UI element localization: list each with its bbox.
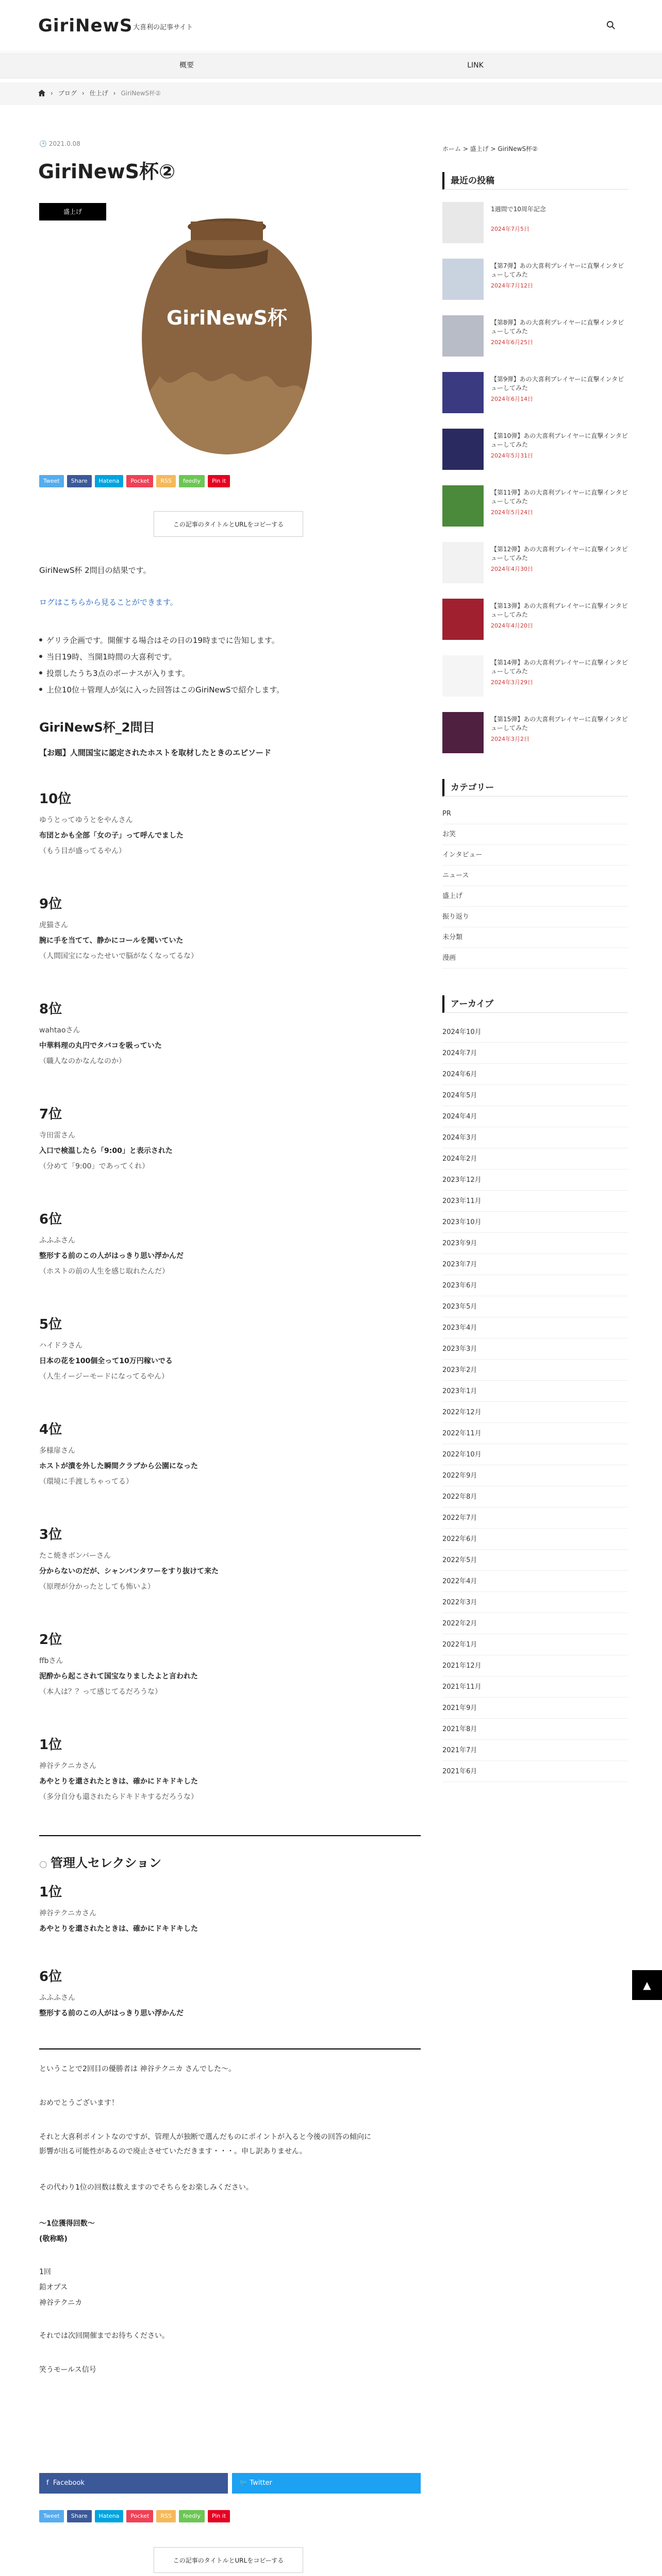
category-badge[interactable]: 盛上げ xyxy=(39,203,106,221)
category-link[interactable]: ニュース xyxy=(442,866,628,886)
hatena-button[interactable]: Hatena xyxy=(95,475,124,487)
archive-link[interactable]: 2021年7月 xyxy=(442,1740,628,1761)
pinterest-button[interactable]: Pin it xyxy=(208,475,230,487)
recent-post-title: 【第7弾】あの大喜利プレイヤーに直撃インタビューしてみた xyxy=(491,262,624,278)
rank-user: 虎猫さん xyxy=(39,921,68,929)
category-link[interactable]: お笑 xyxy=(442,824,628,845)
category-link[interactable]: 盛上げ xyxy=(442,886,628,907)
recent-post-thumbnail xyxy=(442,542,484,583)
recent-post-thumbnail xyxy=(442,599,484,640)
selection-user: ふふふさん xyxy=(39,1994,75,2002)
recent-post-date: 2024年5月31日 xyxy=(491,452,533,459)
rank-note: （ホストの前の人生を感じ取れたんだ） xyxy=(39,1267,169,1276)
recent-post-date: 2024年4月20日 xyxy=(491,622,533,629)
rss-button[interactable]: RSS xyxy=(156,2510,176,2522)
recent-post-title: 【第14弾】あの大喜利プレイヤーに直撃インタビューしてみた xyxy=(491,659,628,675)
rank-note: （職人なのかなんなのか） xyxy=(39,1057,126,1065)
category-link[interactable]: インタビュー xyxy=(442,845,628,866)
divider xyxy=(39,1835,421,1836)
rank-answer: 入口で検温したら「9:00」と表示された xyxy=(39,1147,173,1155)
share-buttons-top xyxy=(39,475,230,487)
outro-line: 笑うモールス信号 xyxy=(39,2366,96,2374)
archive-link[interactable]: 2022年2月 xyxy=(442,1614,628,1634)
recent-post-date: 2024年6月25日 xyxy=(491,339,533,346)
breadcrumb-current: GiriNewS杯② xyxy=(121,90,161,97)
rank-answer: 泥酔から起こされて国宝なりましたよと言われた xyxy=(39,1672,198,1681)
feedly-button[interactable]: feedly xyxy=(179,475,205,487)
svg-text:GiriNewS杯: GiriNewS杯 xyxy=(166,307,288,329)
archive-link[interactable]: 2022年11月 xyxy=(442,1423,628,1444)
recent-post-date: 2024年5月24日 xyxy=(491,509,533,516)
feedly-button[interactable]: feedly xyxy=(179,2510,205,2522)
archive-link[interactable]: 2023年1月 xyxy=(442,1381,628,1402)
archive-link[interactable]: 2024年3月 xyxy=(442,1128,628,1148)
rank-heading: 6位 xyxy=(39,1212,62,1227)
outro-line: (敬称略) xyxy=(39,2235,68,2243)
rank-note: （多分自分も還されたらドキドキするだろうな） xyxy=(39,1793,198,1801)
global-nav xyxy=(0,53,662,78)
archive-link[interactable]: 2024年7月 xyxy=(442,1043,628,1064)
recent-post-item[interactable] xyxy=(442,712,628,755)
category-link[interactable]: 未分類 xyxy=(442,927,628,948)
rank-heading: 5位 xyxy=(39,1317,62,1332)
question-text: 【お題】人間国宝に認定されたホストを取材したときのエピソード xyxy=(39,748,272,757)
rank-heading: 3位 xyxy=(39,1527,62,1543)
rank-user: ハイドラさん xyxy=(39,1342,82,1350)
recent-post-date: 2024年6月14日 xyxy=(491,396,533,402)
pocket-button[interactable]: Pocket xyxy=(126,475,153,487)
share-buttons-bottom xyxy=(39,2510,230,2522)
archive-link[interactable]: 2021年6月 xyxy=(442,1761,628,1782)
archive-link[interactable]: 2022年7月 xyxy=(442,1508,628,1529)
rank-answer: ホストが潰を外した瞬間クラブから公園になった xyxy=(39,1462,198,1470)
archive-link[interactable]: 2022年9月 xyxy=(442,1466,628,1486)
page-title: GiriNewS杯② xyxy=(38,160,176,183)
recent-post-thumbnail xyxy=(442,259,484,300)
outro-line: おめでとうございます！ xyxy=(39,2099,119,2107)
archive-link[interactable]: 2021年8月 xyxy=(442,1719,628,1740)
divider xyxy=(39,2048,421,2049)
recent-post-item[interactable] xyxy=(442,599,628,642)
archive-link[interactable]: 2024年2月 xyxy=(442,1149,628,1170)
outro-line: その代わり1位の回数は数えますのでそちらをお楽しみください。 xyxy=(39,2183,253,2192)
archive-link[interactable]: 2024年4月 xyxy=(442,1107,628,1127)
selection-user: 神谷テクニカさん xyxy=(39,1909,97,1918)
archive-link[interactable]: 2023年2月 xyxy=(442,1360,628,1381)
outro-line: 神谷テクニカ xyxy=(39,2299,82,2307)
archive-link[interactable]: 2023年12月 xyxy=(442,1170,628,1191)
rank-note: （環境に手渡しちゃってる） xyxy=(39,1478,133,1486)
outro-line: ということで2回目の優勝者は 神谷テクニカ さんでした〜。 xyxy=(39,2065,236,2073)
outro-line: 影響が出る可能性があるので廃止させていただきます・・・。申し訳ありません。 xyxy=(39,2147,307,2156)
rank-user: 多様扉さん xyxy=(39,1447,75,1455)
outro-line: 1回 xyxy=(39,2268,51,2276)
pinterest-button[interactable]: Pin it xyxy=(208,2510,230,2522)
site-logo[interactable]: GiriNewS xyxy=(38,15,133,36)
archive-link[interactable]: 2024年5月 xyxy=(442,1086,628,1106)
copy-title-url-button[interactable]: この記事のタイトルとURLをコピーする xyxy=(154,2547,303,2573)
selection-rank: 1位 xyxy=(39,1885,62,1900)
rank-answer: 布団とかも全部「女の子」って呼んでました xyxy=(39,832,184,840)
rank-user: たこ焼きボンバーさん xyxy=(39,1552,111,1560)
recent-post-title: 【第15弾】あの大喜利プレイヤーに直撃インタビューしてみた xyxy=(491,716,628,732)
archive-link[interactable]: 2023年9月 xyxy=(442,1233,628,1254)
rank-heading: 10位 xyxy=(39,791,72,807)
rank-heading: 8位 xyxy=(39,1002,62,1017)
log-link-text: ログはこちらから見ることができます。 xyxy=(39,598,178,607)
category-link[interactable]: PR xyxy=(442,804,628,824)
recent-post-item[interactable] xyxy=(442,429,628,472)
rank-note: （人生イージーモードになってるやん） xyxy=(39,1372,169,1381)
archive-link[interactable]: 2021年9月 xyxy=(442,1698,628,1719)
site-tagline: 大喜利の記事サイト xyxy=(133,24,193,31)
rank-answer: 腕に手を当てて、静かにコールを聞いていた xyxy=(39,937,184,945)
category-link[interactable]: 漫画 xyxy=(442,948,628,969)
recent-post-title: 【第10弾】あの大喜利プレイヤーに直撃インタビューしてみた xyxy=(491,432,628,448)
recent-post-item[interactable] xyxy=(442,315,628,359)
selection-answer: 整形する前のこの人がはっきり思い浮かんだ xyxy=(39,2009,184,2018)
search-icon[interactable] xyxy=(606,21,616,30)
breadcrumb-item[interactable]: 仕上げ xyxy=(89,90,108,97)
tweet-button[interactable]: Tweet xyxy=(39,475,64,487)
rank-note: （人間国宝になったせいで脳がなくなってるな） xyxy=(39,952,198,960)
outro-line: それでは次回開催までお待ちください。 xyxy=(39,2332,169,2340)
recent-post-thumbnail xyxy=(442,429,484,470)
archive-link[interactable]: 2021年11月 xyxy=(442,1677,628,1698)
archive-link[interactable]: 2022年3月 xyxy=(442,1592,628,1613)
recent-post-item[interactable] xyxy=(442,202,628,245)
intro-text: GiriNewS杯 2問目の結果です。 xyxy=(39,566,151,575)
home-icon[interactable] xyxy=(38,90,45,96)
rank-answer: 日本の花を100個全って10万円稼いでる xyxy=(39,1357,173,1365)
rss-button[interactable]: RSS xyxy=(156,475,176,487)
archive-link[interactable]: 2022年12月 xyxy=(442,1402,628,1423)
nav-item-link[interactable]: LINK xyxy=(467,61,484,70)
archive-link[interactable]: 2022年8月 xyxy=(442,1487,628,1507)
recent-post-date: 2024年7月12日 xyxy=(491,282,533,289)
archive-link[interactable]: 2023年11月 xyxy=(442,1191,628,1212)
recent-post-thumbnail xyxy=(442,485,484,527)
archive-link[interactable]: 2023年5月 xyxy=(442,1297,628,1317)
recent-post-date: 2024年4月30日 xyxy=(491,566,533,572)
recent-post-title: 【第11弾】あの大喜利プレイヤーに直撃インタビューしてみた xyxy=(491,489,628,505)
archive-link[interactable]: 2022年10月 xyxy=(442,1445,628,1465)
rank-user: ゆうとってゆうとをやんさん xyxy=(39,816,133,824)
rank-user: ffbさん xyxy=(39,1657,63,1665)
question-title: GiriNewS杯_2問目 xyxy=(39,720,155,735)
archive-link[interactable]: 2022年5月 xyxy=(442,1550,628,1571)
rank-note: （もう目が盛ってるやん） xyxy=(39,847,126,855)
archives-heading: アーカイブ xyxy=(442,995,628,1013)
recent-post-thumbnail xyxy=(442,202,484,243)
recent-post-title: 1週間で10周年記念 xyxy=(491,206,546,213)
rank-answer: 整形する前のこの人がはっきり思い浮かんだ xyxy=(39,1252,184,1260)
rank-user: 寺田雷さん xyxy=(39,1131,75,1140)
facebook-share-button[interactable]: Share xyxy=(67,2510,92,2522)
eyecatch-image xyxy=(129,206,325,464)
archive-link[interactable]: 2023年7月 xyxy=(442,1255,628,1275)
rank-answer: 分からないのだが、シャンパンタワーをすり抜けて来た xyxy=(39,1567,219,1575)
hatena-button[interactable]: Hatena xyxy=(95,2510,124,2522)
selection-rank: 6位 xyxy=(39,1969,62,1985)
recent-post-item[interactable] xyxy=(442,655,628,699)
recent-post-title: 【第9弾】あの大喜利プレイヤーに直撃インタビューしてみた xyxy=(491,376,624,392)
rule-item: 当日19時、当開1時間の大喜利です。 xyxy=(46,652,177,662)
archive-link[interactable]: 2021年12月 xyxy=(442,1656,628,1676)
outro-line: 〜1位獲得回数〜 xyxy=(39,2219,95,2228)
recent-post-thumbnail xyxy=(442,655,484,697)
recent-post-title: 【第8弾】あの大喜利プレイヤーに直撃インタビューしてみた xyxy=(491,319,624,335)
recent-post-date: 2024年3月29日 xyxy=(491,679,533,686)
rank-user: wahtaoさん xyxy=(39,1026,80,1035)
rank-heading: 7位 xyxy=(39,1107,62,1122)
archive-link[interactable]: 2022年4月 xyxy=(442,1571,628,1592)
rank-note: （分めて「9:00」であってくれ） xyxy=(39,1162,150,1171)
sidebar-breadcrumb[interactable]: ホーム > 盛上げ > GiriNewS杯② xyxy=(442,145,538,152)
archive-link[interactable]: 2023年4月 xyxy=(442,1318,628,1338)
archive-link[interactable]: 2023年6月 xyxy=(442,1276,628,1296)
recent-post-title: 【第12弾】あの大喜利プレイヤーに直撃インタビューしてみた xyxy=(491,546,628,562)
outro-line: それと大喜利ポイントなのですが、管理人が独断で選んだものにポイントが入ると今後の回答の傾向に xyxy=(39,2133,371,2141)
breadcrumb-item[interactable]: ブログ xyxy=(58,90,77,97)
pocket-button[interactable]: Pocket xyxy=(126,2510,153,2522)
rank-heading: 4位 xyxy=(39,1422,62,1437)
facebook-wide-button[interactable]: f Facebook xyxy=(39,2473,228,2494)
recent-post-item[interactable] xyxy=(442,372,628,415)
recent-post-thumbnail xyxy=(442,315,484,357)
recent-posts-heading: 最近の投稿 xyxy=(442,172,628,190)
rule-item: 投票したうち3点のボーナスが入ります。 xyxy=(46,669,190,678)
outro-line: 鉛オプス xyxy=(39,2283,68,2292)
archive-link[interactable]: 2023年3月 xyxy=(442,1339,628,1360)
rank-answer: 中華料理の丸円でタバコを吸っていた xyxy=(39,1042,162,1050)
rank-heading: 2位 xyxy=(39,1632,62,1648)
page-top-button[interactable]: ▲ xyxy=(632,1970,662,2000)
rank-user: 神谷テクニカさん xyxy=(39,1762,97,1770)
tweet-button[interactable]: Tweet xyxy=(39,2510,64,2522)
recent-post-item[interactable] xyxy=(442,259,628,302)
rule-item: 上位10位＋管理人が気に入った回答はこのGiriNewSで紹介します。 xyxy=(46,685,285,694)
facebook-share-button[interactable]: Share xyxy=(67,475,92,487)
archive-link[interactable]: 2022年6月 xyxy=(442,1529,628,1550)
selection-answer: あやとりを還されたときは、確かにドキドキした xyxy=(39,1925,198,1933)
rank-user: ふふふさん xyxy=(39,1236,75,1245)
selection-title: ○ 管理人セレクション xyxy=(39,1856,162,1870)
categories-heading: カテゴリー xyxy=(442,779,628,796)
rank-heading: 9位 xyxy=(39,896,62,912)
recent-post-date: 2024年7月5日 xyxy=(491,226,529,232)
rank-heading: 1位 xyxy=(39,1737,62,1753)
category-link[interactable]: 振り返り xyxy=(442,907,628,927)
recent-post-title: 【第13弾】あの大喜利プレイヤーに直撃インタビューしてみた xyxy=(491,602,628,618)
recent-post-date: 2024年3月2日 xyxy=(491,736,529,742)
archive-link[interactable]: 2022年1月 xyxy=(442,1635,628,1655)
recent-post-thumbnail xyxy=(442,372,484,413)
rank-note: （原理が分かったとしても怖いよ） xyxy=(39,1583,155,1591)
archive-link[interactable]: 2023年10月 xyxy=(442,1212,628,1233)
rank-note: （本人は？？って感じてるだろうな） xyxy=(39,1688,162,1696)
breadcrumb: › ブログ › 仕上げ › GiriNewS杯② xyxy=(38,89,161,97)
post-date: 🕒 2021.0.08 xyxy=(39,140,80,147)
nav-item-overview[interactable]: 概要 xyxy=(179,61,194,70)
recent-post-item[interactable] xyxy=(442,542,628,585)
recent-post-thumbnail xyxy=(442,712,484,753)
rule-item: ゲリラ企画です。開催する場合はその日の19時までに告知します。 xyxy=(46,636,279,645)
copy-title-url-button[interactable]: この記事のタイトルとURLをコピーする xyxy=(154,511,303,537)
archive-link[interactable]: 2024年6月 xyxy=(442,1064,628,1085)
twitter-wide-button[interactable]: 🐦 Twitter xyxy=(232,2473,421,2494)
recent-post-item[interactable] xyxy=(442,485,628,529)
archive-link[interactable]: 2024年10月 xyxy=(442,1022,628,1043)
rank-answer: あやとりを還されたときは、確かにドキドキした xyxy=(39,1777,198,1786)
